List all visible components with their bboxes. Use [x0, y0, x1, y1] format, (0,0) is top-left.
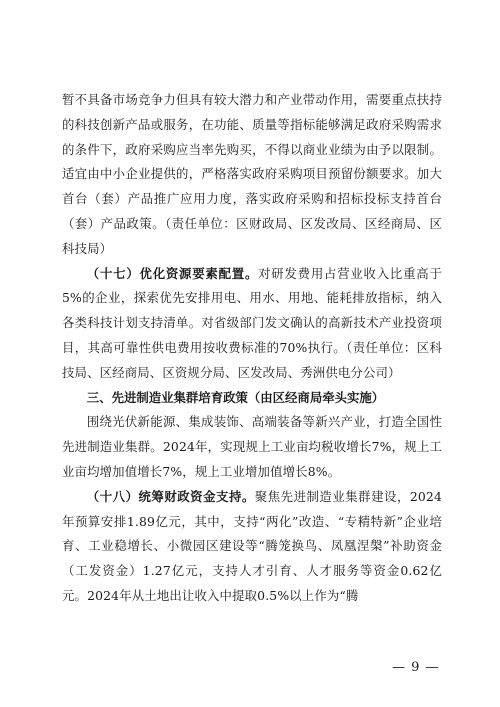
- document-body: [62, 88, 442, 609]
- paragraph-item-18: [62, 485, 442, 609]
- item-heading-18: （十八）统筹财政资金支持。: [86, 488, 255, 504]
- paragraph-text: 围绕光伏新能源、集成装饰、高端装备等新兴产业，打造全国性先进制造业集群。2024年，实现规上工业亩均税收增长7%，规上工业亩均增加值增长7%，规上工业增加值增长8%。: [62, 414, 442, 479]
- paragraph-text: 聚焦先进制造业集群建设，2024年预算安排1.89亿元，其中，支持“两化”改造、“专精特新”企业培育、工业稳增长、小微园区建设等“腾笼换鸟、凤凰涅槃”补助资金（工发资金）1.27亿元，支持人才引育、人才服务等资金0.62亿元。2024年从土地出让收入中提取0.5%以上作为“腾: [62, 488, 442, 603]
- paragraph-text: 暂不具备市场竞争力但具有较大潜力和产业带动作用，需要重点扶持的科技创新产品或服务，在功能、质量等指标能够满足政府采购需求的条件下，政府采购应当率先购买，不得以商业业绩为由予以限制。适宜由中小企业提供的，严格落实政府采购项目预留份额要求。加大首台（套）产品推广应用力度，落实政府采购和招标投标支持首台（套）产品政策。（责任单位：区财政局、区发改局、区经商局、区科技局）: [62, 92, 442, 256]
- item-heading-17: （十七）优化资源要素配置。: [86, 265, 259, 281]
- paragraph-cluster-goals: [62, 410, 442, 484]
- paragraph-procurement: [62, 88, 442, 262]
- page-number: — 9 —: [392, 660, 440, 675]
- paragraph-item-17: [62, 262, 442, 386]
- paragraph-text: 对研发费用占营业收入比重高于5%的企业，探索优先安排用电、用水、用地、能耗排放指标，纳入各类科技计划支持清单。对省级部门发文确认的高新技术产业投资项目，其高可靠性供电费用按收费标准的70%执行。（责任单位：区科技局、区经商局、区资规分局、区发改局、秀洲供电分公司）: [62, 265, 442, 380]
- section-title-3: 三、先进制造业集群培育政策（由区经商局牵头实施）: [86, 389, 385, 405]
